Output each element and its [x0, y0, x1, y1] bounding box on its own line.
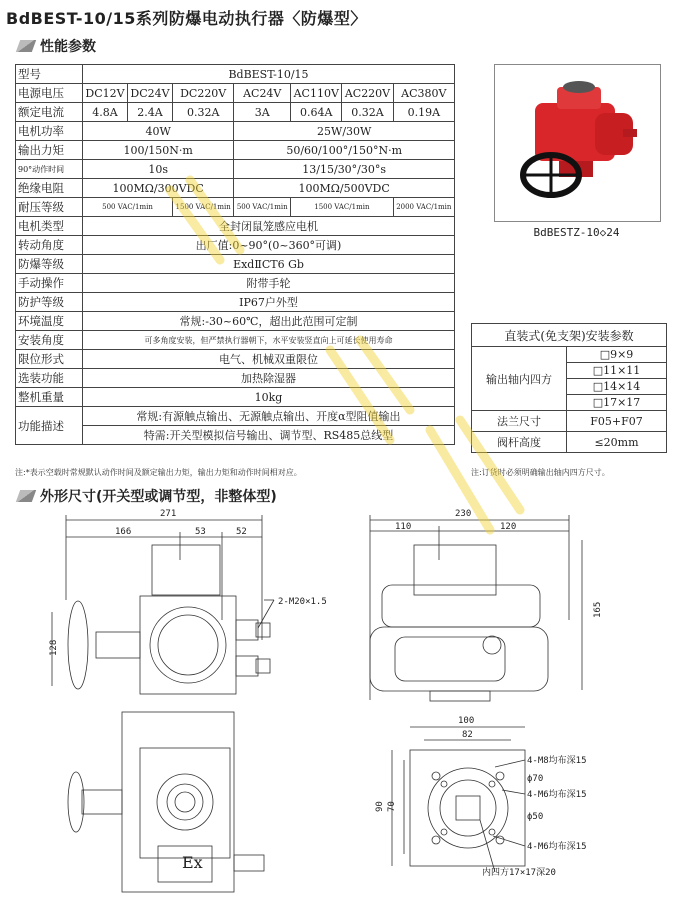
row-label: 环境温度 [16, 312, 83, 331]
flange-label: 法兰尺寸 [472, 411, 567, 432]
row-label: 电机类型 [16, 217, 83, 236]
current-cell: 0.19A [393, 103, 454, 122]
photo-caption: BdBESTZ-10◇24 [533, 226, 620, 239]
section-performance-label: 性能参数 [40, 39, 96, 55]
note-torque: 注:*表示空载时常规默认动作时间及额定输出力矩，输出力矩和动作时间相对应。 [15, 468, 302, 477]
dim-271: 271 [160, 509, 177, 519]
motor-value: 全封闭鼠笼感应电机 [83, 217, 455, 236]
model-value: BdBEST-10/15 [83, 65, 455, 84]
row-label: 电源电压 [16, 84, 83, 103]
dim-165: 165 [593, 601, 603, 618]
stem-label: 阀杆高度 [472, 432, 567, 453]
row-label: 输出力矩 [16, 141, 83, 160]
row-label: 安装角度 [16, 331, 83, 350]
thread-label: 2-M20×1.5 [278, 597, 327, 607]
mount-header: 直装式(免支架)安装参数 [472, 324, 667, 347]
withstand-cell: 1500 VAC/1min [291, 198, 393, 217]
row-label: 防护等级 [16, 293, 83, 312]
power-ac: 25W/30W [234, 122, 455, 141]
withstand-cell: 500 VAC/1min [234, 198, 291, 217]
dim-90: 90 [375, 801, 385, 812]
shaft-size: □9×9 [567, 347, 667, 363]
row-label: 电机功率 [16, 122, 83, 141]
withstand-cell: 2000 VAC/1min [393, 198, 454, 217]
current-cell: 4.8A [83, 103, 128, 122]
shaft-size: □11×11 [567, 363, 667, 379]
flange-value: F05+F07 [567, 411, 667, 432]
env-value: 常规:-30~60℃，超出此范围可定制 [83, 312, 455, 331]
section-dimensions-label: 外形尺寸(开关型或调节型，非整体型) [40, 489, 277, 505]
shaft-size: □17×17 [567, 395, 667, 411]
current-cell: 0.32A [173, 103, 234, 122]
row-label: 型号 [16, 65, 83, 84]
current-cell: 2.4A [128, 103, 173, 122]
stem-value: ≤20mm [567, 432, 667, 453]
manual-value: 附带手轮 [83, 274, 455, 293]
torque-dc: 100/150N·m [83, 141, 234, 160]
protect-value: IP67户外型 [83, 293, 455, 312]
row-label: 额定电流 [16, 103, 83, 122]
row-label: 限位形式 [16, 350, 83, 369]
torque-ac: 50/60/100°/150°N·m [234, 141, 455, 160]
time-ac: 13/15/30°/30°s [234, 160, 455, 179]
phi50-label: ϕ50 [527, 812, 544, 822]
row-label: 功能描述 [16, 407, 83, 445]
page-title: BdBEST-10/15系列防爆电动执行器〈防爆型〉 [6, 9, 367, 28]
explosion-value: ExdⅡCT6 Gb [83, 255, 455, 274]
note-order: 注:订货时必须明确输出轴内四方尺寸。 [471, 468, 610, 477]
row-label: 手动操作 [16, 274, 83, 293]
time-dc: 10s [83, 160, 234, 179]
voltage-cell: DC220V [173, 84, 234, 103]
m6-label-1: 4-M6均布深15 [527, 790, 587, 800]
dim-120: 120 [500, 522, 517, 532]
current-cell: 3A [234, 103, 291, 122]
voltage-cell: AC110V [291, 84, 342, 103]
withstand-cell: 1500 VAC/1min [173, 198, 234, 217]
voltage-cell: DC12V [83, 84, 128, 103]
row-label: 耐压等级 [16, 198, 83, 217]
current-cell: 0.64A [291, 103, 342, 122]
dim-128: 128 [49, 639, 59, 656]
shaft-size: □14×14 [567, 379, 667, 395]
voltage-cell: AC24V [234, 84, 291, 103]
voltage-cell: AC380V [393, 84, 454, 103]
func-value-2: 特需:开关型模拟信号输出、调节型、RS485总线型 [83, 426, 455, 445]
dim-100: 100 [458, 716, 475, 726]
voltage-cell: DC24V [128, 84, 173, 103]
limit-value: 电气、机械双重限位 [83, 350, 455, 369]
weight-value: 10kg [83, 388, 455, 407]
ex-mark: Ex [182, 853, 203, 872]
row-label: 绝缘电阻 [16, 179, 83, 198]
insul-ac: 100MΩ/500VDC [234, 179, 455, 198]
dim-52: 52 [236, 527, 247, 537]
dim-82: 82 [462, 730, 473, 740]
withstand-cell: 500 VAC/1min [83, 198, 173, 217]
dim-110: 110 [395, 522, 412, 532]
row-label: 整机重量 [16, 388, 83, 407]
shaft-label: 输出轴内四方 [472, 347, 567, 411]
row-label: 转动角度 [16, 236, 83, 255]
phi70-label: ϕ70 [527, 774, 544, 784]
dim-70: 70 [387, 801, 397, 812]
inner-square-label: 内四方17×17深20 [482, 868, 556, 878]
func-value-1: 常规:有源触点输出、无源触点输出、开度α型阻值输出 [83, 407, 455, 426]
voltage-cell: AC220V [342, 84, 393, 103]
install-value: 可多角度安装，但严禁执行器朝下，水平安装竖直向上可延长使用寿命 [83, 331, 455, 350]
dim-166: 166 [115, 527, 132, 537]
m6-label-2: 4-M6均布深15 [527, 842, 587, 852]
power-dc: 40W [83, 122, 234, 141]
current-cell: 0.32A [342, 103, 393, 122]
row-label: 选装功能 [16, 369, 83, 388]
dim-230: 230 [455, 509, 472, 519]
row-label: 90°动作时间 [16, 160, 83, 179]
m8-label: 4-M8均布深15 [527, 756, 587, 766]
dim-53: 53 [195, 527, 206, 537]
option-value: 加热除湿器 [83, 369, 455, 388]
angle-value: 出厂值:0~90°(0~360°可调) [83, 236, 455, 255]
row-label: 防爆等级 [16, 255, 83, 274]
insul-dc: 100MΩ/300VDC [83, 179, 234, 198]
